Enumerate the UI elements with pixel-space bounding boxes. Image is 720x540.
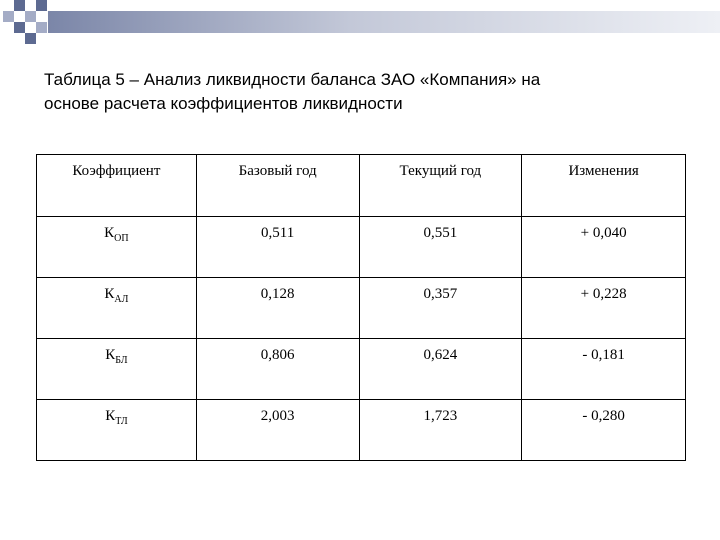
coefficient-cell <box>37 400 197 461</box>
current-year-cell: 1,723 <box>359 400 522 461</box>
coef-subscript: БЛ <box>115 355 128 366</box>
table-header-row <box>37 155 686 217</box>
deco-square <box>14 0 25 11</box>
coef-subscript: ОП <box>114 233 129 244</box>
base-year-cell: 0,511 <box>196 217 359 278</box>
change-cell: + 0,040 <box>522 217 686 278</box>
caption-line-1: Таблица 5 – Анализ ликвидности баланса ЗАО «Компания» на <box>44 70 541 89</box>
caption-line-2: основе расчета коэффициентов ликвидности <box>44 94 403 113</box>
base-year-cell: 0,128 <box>196 278 359 339</box>
deco-square <box>36 0 47 11</box>
header-current-year: Текущий год <box>359 155 522 217</box>
header-changes: Изменения <box>522 155 686 217</box>
base-year-cell: 0,806 <box>196 339 359 400</box>
table-caption <box>44 68 684 116</box>
change-cell: - 0,181 <box>522 339 686 400</box>
coef-subscript: АЛ <box>114 294 129 305</box>
coefficient-cell <box>37 339 197 400</box>
coef-subscript: ТЛ <box>115 416 128 427</box>
coef-letter: К <box>105 347 116 363</box>
change-cell: + 0,228 <box>522 278 686 339</box>
liquidity-table <box>36 154 686 461</box>
deco-square <box>25 33 36 44</box>
deco-square <box>3 11 14 22</box>
header-coefficient: Коэффициент <box>37 155 197 217</box>
table-row <box>37 339 686 400</box>
coef-letter: К <box>105 408 116 424</box>
table-row <box>37 400 686 461</box>
coef-letter: К <box>104 286 115 302</box>
base-year-cell: 2,003 <box>196 400 359 461</box>
current-year-cell: 0,551 <box>359 217 522 278</box>
coef-letter: К <box>104 225 115 241</box>
current-year-cell: 0,357 <box>359 278 522 339</box>
current-year-cell: 0,624 <box>359 339 522 400</box>
table-row <box>37 278 686 339</box>
coefficient-cell <box>37 217 197 278</box>
change-cell: - 0,280 <box>522 400 686 461</box>
header-base-year: Базовый год <box>196 155 359 217</box>
table-row <box>37 217 686 278</box>
deco-square <box>25 11 36 22</box>
deco-square <box>36 22 47 33</box>
coefficient-cell <box>37 278 197 339</box>
gradient-band <box>48 11 720 33</box>
deco-square <box>14 22 25 33</box>
decorative-header <box>0 0 720 48</box>
